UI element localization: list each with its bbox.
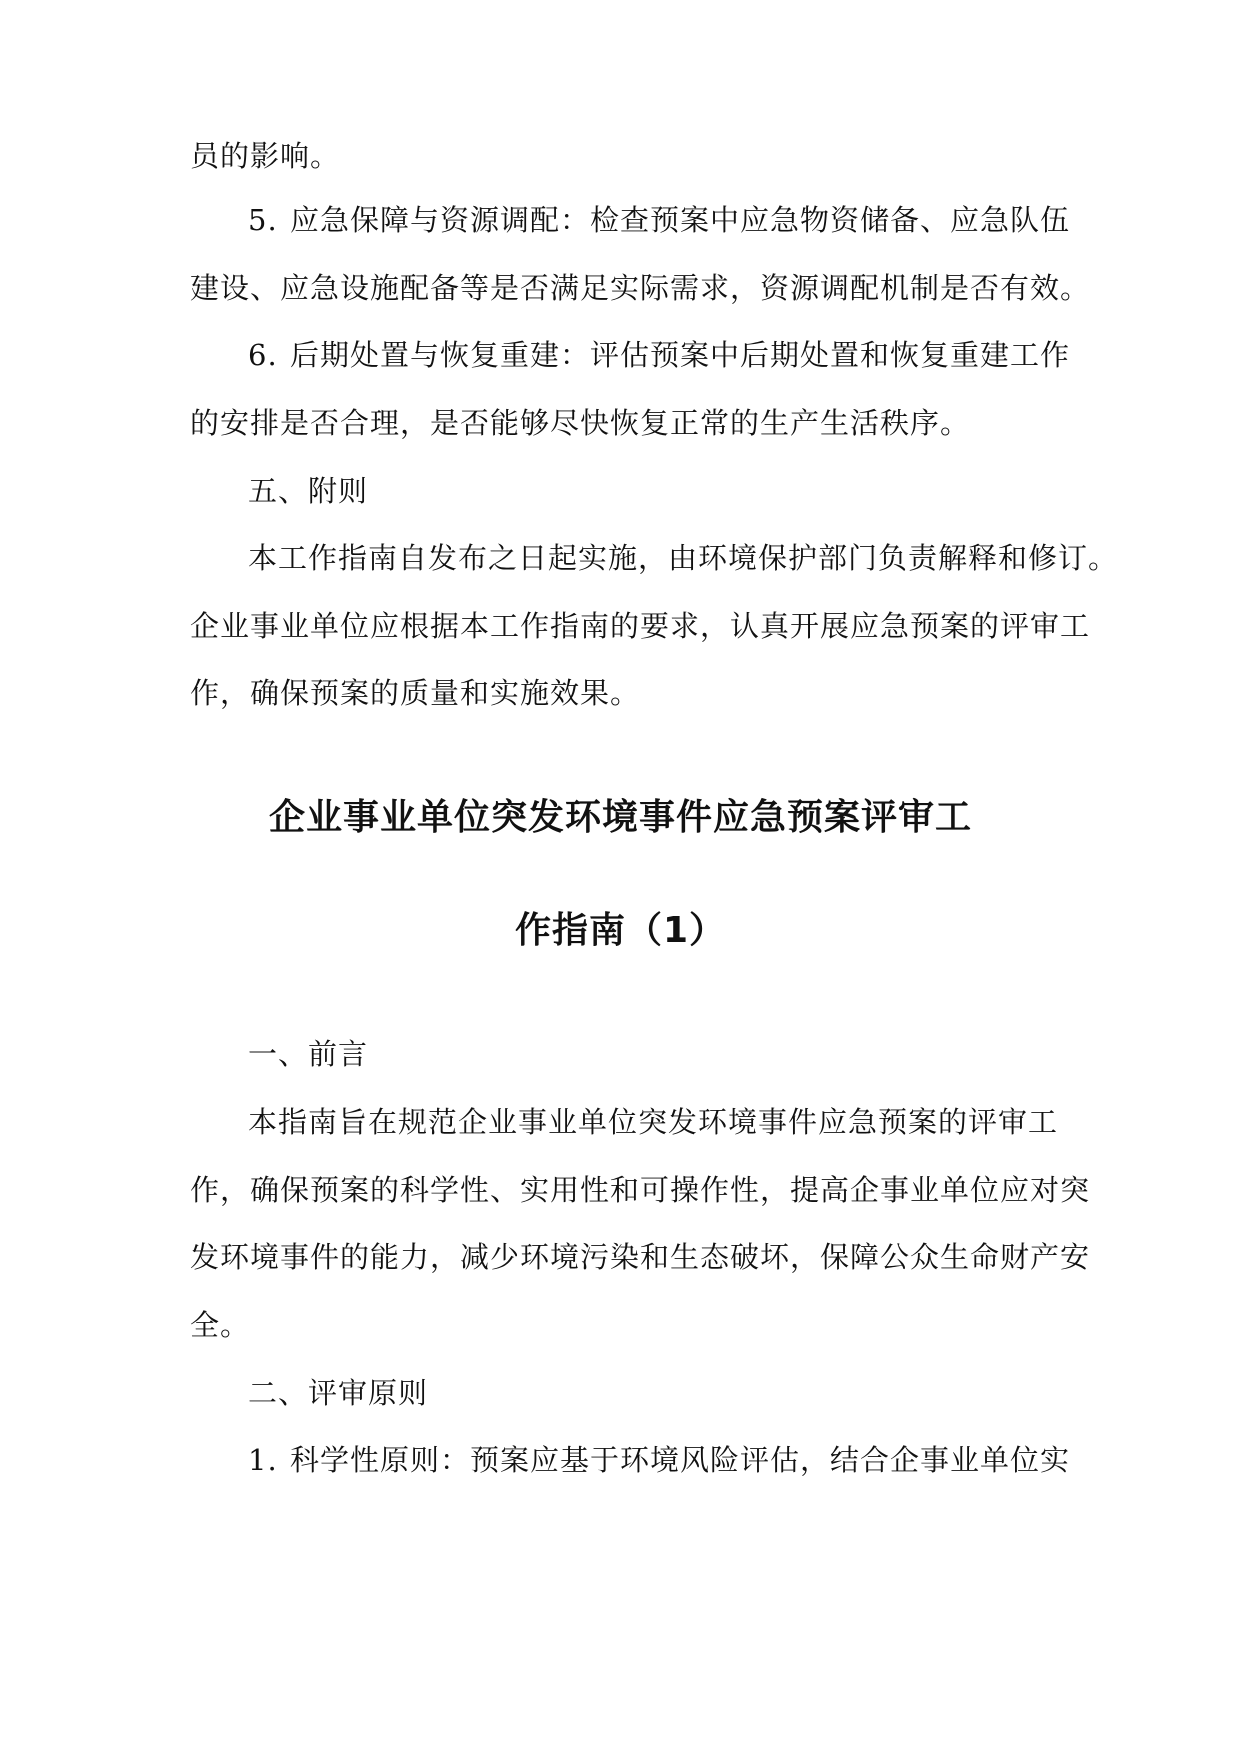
heading-text: 二、评审原则 bbox=[248, 1376, 429, 1410]
section-heading-appendix bbox=[248, 471, 368, 511]
text-line: 科学性原则：预案应基于环境风险评估，结合企事业单位实 bbox=[290, 1443, 1071, 1477]
list-number: 5. bbox=[248, 203, 278, 237]
appendix-paragraph-line-1 bbox=[248, 538, 1118, 578]
list-item-5-line-1 bbox=[248, 200, 1070, 240]
text-line: 本指南旨在规范企业事业单位突发环境事件应急预案的评审工 bbox=[248, 1105, 1059, 1139]
text-line: 建设、应急设施配备等是否满足实际需求，资源调配机制是否有效。 bbox=[190, 271, 1091, 305]
text-line: 应急保障与资源调配：检查预案中应急物资储备、应急队伍 bbox=[290, 203, 1071, 237]
text-line: 作，确保预案的科学性、实用性和可操作性，提高企事业单位应对突 bbox=[190, 1173, 1091, 1207]
preface-paragraph-line-4 bbox=[190, 1305, 250, 1345]
appendix-paragraph-line-3 bbox=[190, 673, 640, 713]
section-heading-principles bbox=[248, 1373, 428, 1413]
text-line: 后期处置与恢复重建：评估预案中后期处置和恢复重建工作 bbox=[290, 338, 1071, 372]
document-title-line-1: 企业事业单位突发环境事件应急预案评审工 bbox=[268, 797, 972, 838]
text-line: 全。 bbox=[190, 1308, 251, 1342]
list-item-1-line-1 bbox=[248, 1440, 1070, 1480]
heading-text: 一、前言 bbox=[248, 1037, 369, 1071]
text-line: 的安排是否合理，是否能够尽快恢复正常的生产生活秩序。 bbox=[190, 406, 971, 440]
list-number: 6. bbox=[248, 338, 278, 372]
heading-text: 五、附则 bbox=[248, 474, 369, 508]
text-line: 本工作指南自发布之日起实施，由环境保护部门负责解释和修订。 bbox=[248, 541, 1119, 575]
paragraph-continuation bbox=[190, 136, 340, 176]
list-item-5-line-2 bbox=[190, 268, 1090, 308]
list-number: 1. bbox=[248, 1443, 278, 1477]
preface-paragraph-line-3 bbox=[190, 1237, 1090, 1277]
text-line: 作，确保预案的质量和实施效果。 bbox=[190, 676, 641, 710]
text-line: 员的影响。 bbox=[190, 139, 341, 173]
text-line: 发环境事件的能力，减少环境污染和生态破坏，保障公众生命财产安 bbox=[190, 1240, 1091, 1274]
appendix-paragraph-line-2 bbox=[190, 606, 1090, 646]
preface-paragraph-line-1 bbox=[248, 1102, 1058, 1142]
list-item-6-line-1 bbox=[248, 335, 1070, 375]
document-title-line-2: 作指南（1） bbox=[514, 910, 727, 951]
preface-paragraph-line-2 bbox=[190, 1170, 1090, 1210]
list-item-6-line-2 bbox=[190, 403, 970, 443]
text-line: 企业事业单位应根据本工作指南的要求，认真开展应急预案的评审工 bbox=[190, 609, 1091, 643]
section-heading-preface bbox=[248, 1034, 368, 1074]
